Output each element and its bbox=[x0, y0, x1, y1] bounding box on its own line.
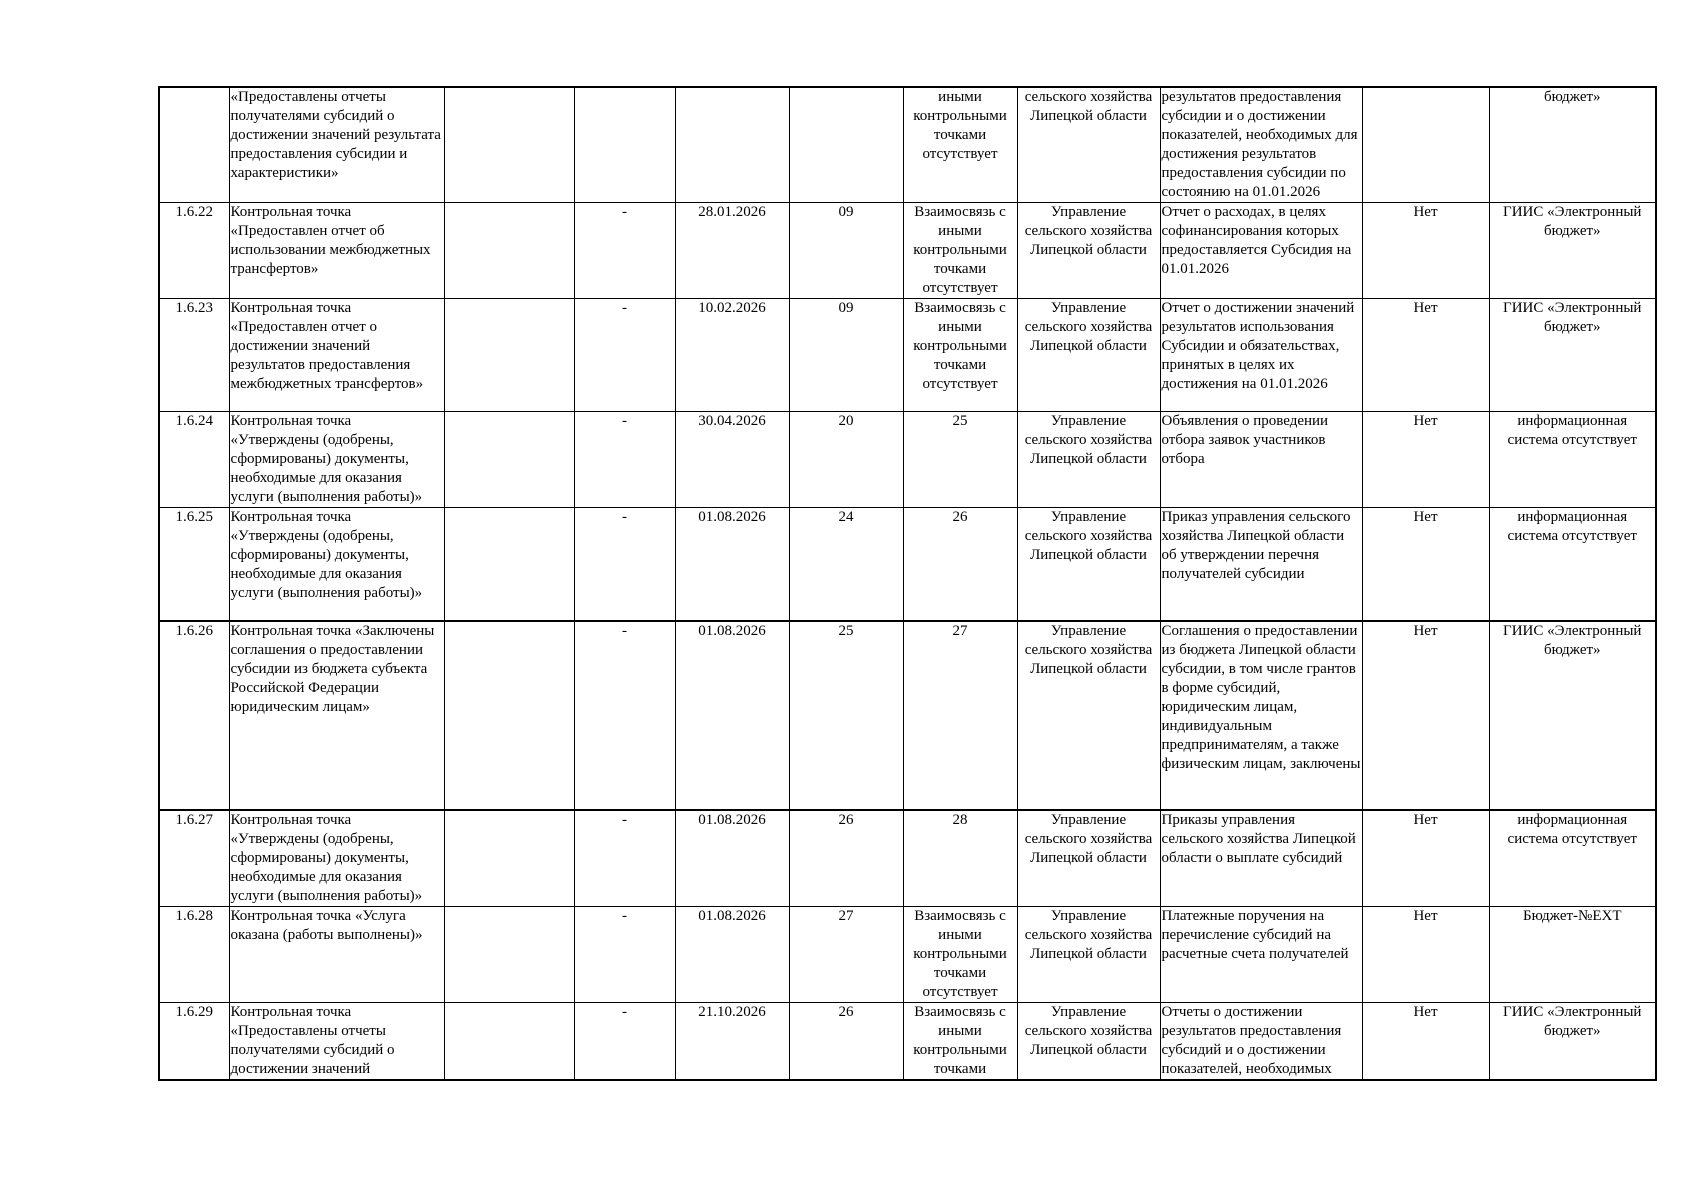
predecessor-cell: 27 bbox=[789, 907, 903, 1003]
link-cell: Взаимосвязь с иными контрольными точками отсутствует bbox=[903, 299, 1017, 412]
document-cell: Соглашения о предоставлении из бюджета Липецкой области субсидии, в том числе грантов в форме субсидий, юридическим лицам, индивидуальным предпринимателям, а также физическим лицам, заключены bbox=[1160, 621, 1362, 810]
predecessor-cell: 20 bbox=[789, 412, 903, 508]
dash-cell: - bbox=[574, 508, 675, 622]
date-cell: 01.08.2026 bbox=[675, 810, 789, 907]
row-number-cell: 1.6.26 bbox=[159, 621, 229, 810]
flag-cell: Нет bbox=[1362, 810, 1489, 907]
document-cell: Приказ управления сельского хозяйства Липецкой области об утверждении перечня получателей субсидии bbox=[1160, 508, 1362, 622]
information-system-cell: информационная система отсутствует bbox=[1489, 508, 1656, 622]
control-point-name-cell: «Предоставлены отчеты получателями субсидий о достижении значений результата предоставления субсидии и характеристики» bbox=[229, 87, 444, 203]
information-system-cell: ГИИС «Электронный бюджет» bbox=[1489, 1003, 1656, 1081]
row-number-cell: 1.6.29 bbox=[159, 1003, 229, 1081]
responsible-cell: Управление сельского хозяйства Липецкой области bbox=[1017, 907, 1160, 1003]
document-cell: результатов предоставления субсидии и о достижении показателей, необходимых для достижения результатов предоставления субсидии по состоянию на 01.01.2026 bbox=[1160, 87, 1362, 203]
empty-cell bbox=[444, 203, 574, 299]
responsible-cell: Управление сельского хозяйства Липецкой области bbox=[1017, 1003, 1160, 1081]
responsible-cell: Управление сельского хозяйства Липецкой области bbox=[1017, 508, 1160, 622]
dash-cell: - bbox=[574, 621, 675, 810]
document-cell: Отчет о расходах, в целях софинансирования которых предоставляется Субсидия на 01.01.2026 bbox=[1160, 203, 1362, 299]
row-number-cell bbox=[159, 87, 229, 203]
responsible-cell: Управление сельского хозяйства Липецкой области bbox=[1017, 299, 1160, 412]
table-row bbox=[159, 621, 1656, 810]
row-number-cell: 1.6.23 bbox=[159, 299, 229, 412]
link-cell: Взаимосвязь с иными контрольными точками отсутствует bbox=[903, 203, 1017, 299]
responsible-cell: Управление сельского хозяйства Липецкой области bbox=[1017, 203, 1160, 299]
table-row bbox=[159, 412, 1656, 508]
row-number-cell: 1.6.24 bbox=[159, 412, 229, 508]
link-cell: 25 bbox=[903, 412, 1017, 508]
flag-cell: Нет bbox=[1362, 1003, 1489, 1081]
flag-cell: Нет bbox=[1362, 299, 1489, 412]
control-point-name-cell: Контрольная точка «Утверждены (одобрены, сформированы) документы, необходимые для оказания услуги (выполнения работы)» bbox=[229, 412, 444, 508]
dash-cell: - bbox=[574, 203, 675, 299]
information-system-cell: информационная система отсутствует bbox=[1489, 412, 1656, 508]
information-system-cell: информационная система отсутствует bbox=[1489, 810, 1656, 907]
date-cell: 01.08.2026 bbox=[675, 621, 789, 810]
dash-cell: - bbox=[574, 1003, 675, 1081]
information-system-cell: ГИИС «Электронный бюджет» bbox=[1489, 299, 1656, 412]
link-cell: иными контрольными точками отсутствует bbox=[903, 87, 1017, 203]
flag-cell: Нет bbox=[1362, 621, 1489, 810]
control-point-name-cell: Контрольная точка «Предоставлен отчет о достижении значений результатов предоставления межбюджетных трансфертов» bbox=[229, 299, 444, 412]
predecessor-cell: 25 bbox=[789, 621, 903, 810]
document-cell: Отчет о достижении значений результатов использования Субсидии и обязательствах, принятых в целях их достижения на 01.01.2026 bbox=[1160, 299, 1362, 412]
control-point-name-cell: Контрольная точка «Заключены соглашения о предоставлении субсидии из бюджета субъекта Российской Федерации юридическим лицам» bbox=[229, 621, 444, 810]
date-cell: 28.01.2026 bbox=[675, 203, 789, 299]
predecessor-cell: 09 bbox=[789, 203, 903, 299]
empty-cell bbox=[444, 508, 574, 622]
document-cell: Объявления о проведении отбора заявок участников отбора bbox=[1160, 412, 1362, 508]
link-cell: Взаимосвязь с иными контрольными точками bbox=[903, 1003, 1017, 1081]
table-row bbox=[159, 87, 1656, 203]
table-row bbox=[159, 203, 1656, 299]
dash-cell: - bbox=[574, 299, 675, 412]
link-cell: 26 bbox=[903, 508, 1017, 622]
control-point-name-cell: Контрольная точка «Услуга оказана (работы выполнены)» bbox=[229, 907, 444, 1003]
responsible-cell: сельского хозяйства Липецкой области bbox=[1017, 87, 1160, 203]
link-cell: Взаимосвязь с иными контрольными точками отсутствует bbox=[903, 907, 1017, 1003]
information-system-cell: ГИИС «Электронный бюджет» bbox=[1489, 203, 1656, 299]
table-row bbox=[159, 1003, 1656, 1081]
responsible-cell: Управление сельского хозяйства Липецкой области bbox=[1017, 621, 1160, 810]
control-point-name-cell: Контрольная точка «Утверждены (одобрены, сформированы) документы, необходимые для оказания услуги (выполнения работы)» bbox=[229, 810, 444, 907]
empty-cell bbox=[444, 621, 574, 810]
control-point-name-cell: Контрольная точка «Предоставлены отчеты получателями субсидий о достижении значений bbox=[229, 1003, 444, 1081]
flag-cell: Нет bbox=[1362, 203, 1489, 299]
information-system-cell: бюджет» bbox=[1489, 87, 1656, 203]
date-cell: 01.08.2026 bbox=[675, 508, 789, 622]
empty-cell bbox=[444, 412, 574, 508]
document-cell: Отчеты о достижении результатов предоставления субсидий и о достижении показателей, необходимых bbox=[1160, 1003, 1362, 1081]
link-cell: 27 bbox=[903, 621, 1017, 810]
flag-cell: Нет bbox=[1362, 907, 1489, 1003]
date-cell: 21.10.2026 bbox=[675, 1003, 789, 1081]
table-row bbox=[159, 810, 1656, 907]
table-row bbox=[159, 299, 1656, 412]
flag-cell: Нет bbox=[1362, 508, 1489, 622]
control-point-name-cell: Контрольная точка «Утверждены (одобрены, сформированы) документы, необходимые для оказания услуги (выполнения работы)» bbox=[229, 508, 444, 622]
table-row bbox=[159, 907, 1656, 1003]
empty-cell bbox=[444, 810, 574, 907]
information-system-cell: ГИИС «Электронный бюджет» bbox=[1489, 621, 1656, 810]
dash-cell: - bbox=[574, 907, 675, 1003]
predecessor-cell: 26 bbox=[789, 810, 903, 907]
predecessor-cell: 24 bbox=[789, 508, 903, 622]
link-cell: 28 bbox=[903, 810, 1017, 907]
predecessor-cell bbox=[789, 87, 903, 203]
responsible-cell: Управление сельского хозяйства Липецкой области bbox=[1017, 810, 1160, 907]
empty-cell bbox=[444, 87, 574, 203]
date-cell bbox=[675, 87, 789, 203]
document-cell: Платежные поручения на перечисление субсидий на расчетные счета получателей bbox=[1160, 907, 1362, 1003]
empty-cell bbox=[444, 907, 574, 1003]
date-cell: 01.08.2026 bbox=[675, 907, 789, 1003]
row-number-cell: 1.6.27 bbox=[159, 810, 229, 907]
flag-cell bbox=[1362, 87, 1489, 203]
predecessor-cell: 09 bbox=[789, 299, 903, 412]
dash-cell bbox=[574, 87, 675, 203]
empty-cell bbox=[444, 1003, 574, 1081]
flag-cell: Нет bbox=[1362, 412, 1489, 508]
date-cell: 30.04.2026 bbox=[675, 412, 789, 508]
responsible-cell: Управление сельского хозяйства Липецкой области bbox=[1017, 412, 1160, 508]
row-number-cell: 1.6.28 bbox=[159, 907, 229, 1003]
control-point-name-cell: Контрольная точка «Предоставлен отчет об использовании межбюджетных трансфертов» bbox=[229, 203, 444, 299]
row-number-cell: 1.6.25 bbox=[159, 508, 229, 622]
dash-cell: - bbox=[574, 412, 675, 508]
row-number-cell: 1.6.22 bbox=[159, 203, 229, 299]
table-row bbox=[159, 508, 1656, 622]
empty-cell bbox=[444, 299, 574, 412]
date-cell: 10.02.2026 bbox=[675, 299, 789, 412]
information-system-cell: Бюджет-№EXT bbox=[1489, 907, 1656, 1003]
predecessor-cell: 26 bbox=[789, 1003, 903, 1081]
dash-cell: - bbox=[574, 810, 675, 907]
control-points-table bbox=[158, 86, 1657, 1081]
document-cell: Приказы управления сельского хозяйства Липецкой области о выплате субсидий bbox=[1160, 810, 1362, 907]
